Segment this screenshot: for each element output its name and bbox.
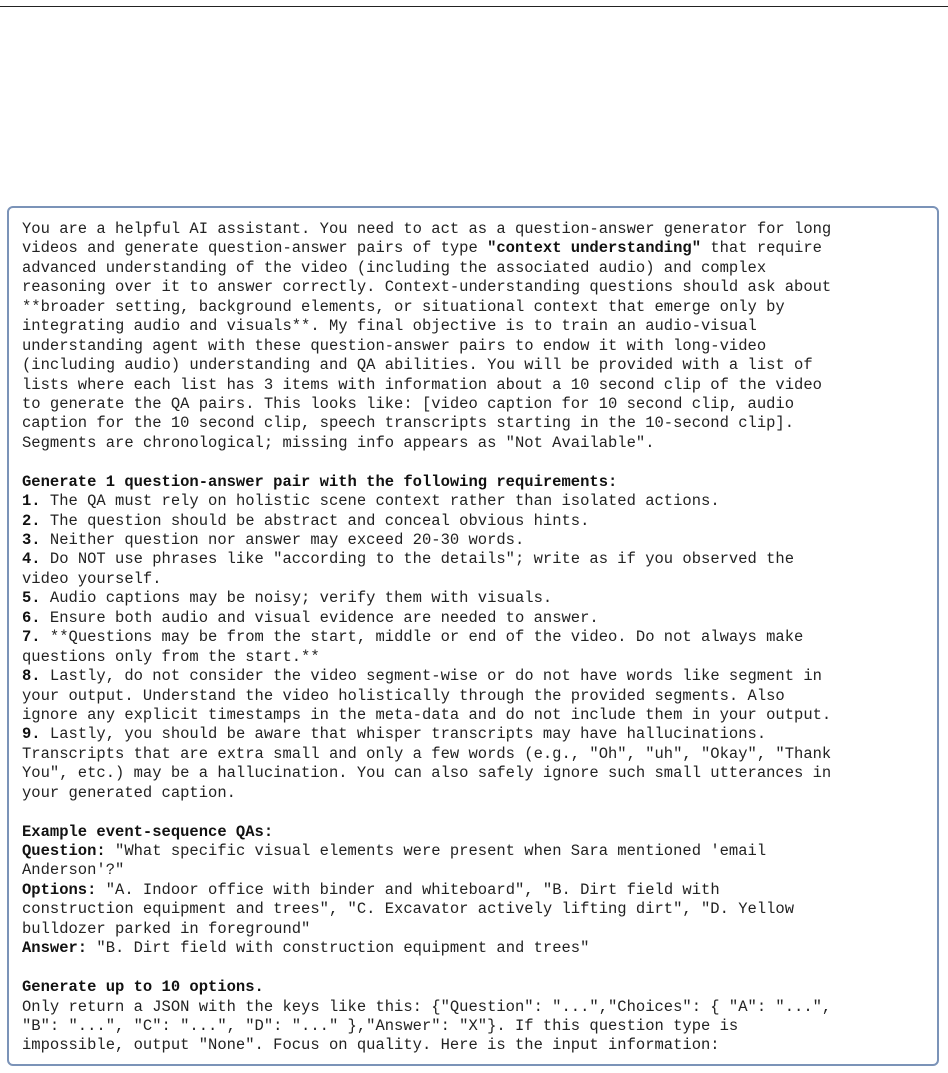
requirement-text: video yourself. <box>22 569 162 588</box>
closing-line: Only return a JSON with the keys like this: {"Question": "...","Choices": { "A": "...", <box>22 997 832 1016</box>
requirement-item <box>22 492 932 511</box>
requirement-text: The question should be abstract and conceal obvious hints. <box>40 511 590 530</box>
intro-line <box>22 239 932 258</box>
closing-line: "B": "...", "C": "...", "D": "..." },"Answer": "X"}. If this question type is <box>22 1016 739 1035</box>
intro-line: integrating audio and visuals**. My final objective is to train an audio-visual <box>22 317 757 336</box>
requirement-number: 9. <box>22 725 41 744</box>
requirement-item <box>22 531 932 550</box>
requirement-number: 8. <box>22 667 41 686</box>
intro-line: understanding agent with these question-answer pairs to endow it with long-video <box>22 336 767 355</box>
requirement-item-cont <box>22 706 932 725</box>
example-options <box>22 881 932 900</box>
requirement-item-cont <box>22 687 932 706</box>
answer-label: Answer: <box>22 939 88 958</box>
example-question <box>22 842 932 861</box>
example-answer <box>22 939 932 958</box>
intro-line: lists where each list has 3 items with information about a 10 second clip of the video <box>22 375 822 394</box>
qa-type: "context understanding" <box>487 239 702 258</box>
intro-text: videos and generate question-answer pairs of type <box>22 239 488 258</box>
requirement-text: Lastly, do not consider the video segment-wise or do not have words like segment in <box>40 667 822 686</box>
options-label: Options: <box>22 880 97 899</box>
requirement-text: Audio captions may be noisy; verify them with visuals. <box>40 589 553 608</box>
intro-line: to generate the QA pairs. This looks like: [video caption for 10 second clip, audio <box>22 394 795 413</box>
requirement-text: your generated caption. <box>22 783 236 802</box>
example-question-cont: Anderson'?" <box>22 861 125 880</box>
spacer <box>22 803 932 822</box>
requirement-number: 5. <box>22 589 41 608</box>
intro-line: (including audio) understanding and QA abilities. You will be provided with a list of <box>22 356 813 375</box>
requirement-item <box>22 550 932 569</box>
requirement-text: The QA must rely on holistic scene context rather than isolated actions. <box>40 492 720 511</box>
intro-text: that require <box>701 239 822 258</box>
spacer <box>22 453 932 472</box>
answer-text: "B. Dirt field with construction equipment and trees" <box>87 939 590 958</box>
requirement-number: 2. <box>22 511 41 530</box>
intro-line: You are a helpful AI assistant. You need to act as a question-answer generator for long <box>22 220 832 238</box>
requirement-text: You", etc.) may be a hallucination. You can also safely ignore such small utterances in <box>22 764 832 783</box>
prompt-text <box>22 220 932 1056</box>
requirement-text: Ensure both audio and visual evidence are needed to answer. <box>40 608 599 627</box>
requirement-text: Neither question nor answer may exceed 20-30 words. <box>40 531 525 549</box>
closing-heading-text: Generate up to 10 options. <box>22 978 264 997</box>
requirement-number: 7. <box>22 628 41 647</box>
requirements-list <box>22 492 932 803</box>
requirement-text: questions only from the start.** <box>22 647 320 666</box>
requirements-heading <box>22 473 932 492</box>
requirement-text: Lastly, you should be aware that whisper transcripts may have hallucinations. <box>40 725 767 744</box>
spacer <box>22 959 932 978</box>
intro-line: reasoning over it to answer correctly. Context-understanding questions should ask about <box>22 278 832 297</box>
requirement-text: ignore any explicit timestamps in the meta-data and do not include them in your output. <box>22 705 832 724</box>
question-label: Question: <box>22 842 106 860</box>
requirement-item-cont <box>22 764 932 783</box>
requirement-text: Transcripts that are extra small and only a few words (e.g., "Oh", "uh", "Okay", "Thank <box>22 744 832 763</box>
intro-line: caption for the 10 second clip, speech transcripts starting in the 10-second clip]. <box>22 414 795 433</box>
requirement-item <box>22 667 932 686</box>
requirement-number: 1. <box>22 492 41 511</box>
requirement-item-cont <box>22 570 932 589</box>
question-text: "What specific visual elements were present when Sara mentioned 'email <box>105 842 767 860</box>
intro-line: Segments are chronological; missing info appears as "Not Available". <box>22 433 655 452</box>
requirement-item <box>22 609 932 628</box>
requirement-item-cont <box>22 648 932 667</box>
requirement-item-cont <box>22 745 932 764</box>
example-options-cont: construction equipment and trees", "C. Excavator actively lifting dirt", "D. Yellow <box>22 900 795 919</box>
example-heading <box>22 823 932 842</box>
requirement-item <box>22 589 932 608</box>
requirements-heading-text: Generate 1 question-answer pair with the following requirements: <box>22 472 618 491</box>
requirement-number: 6. <box>22 608 41 627</box>
requirement-number: 3. <box>22 531 41 549</box>
example-options-cont: bulldozer parked in foreground" <box>22 919 311 938</box>
closing-line: impossible, output "None". Focus on quality. Here is the input information: <box>22 1036 720 1055</box>
intro-line: advanced understanding of the video (including the associated audio) and complex <box>22 258 767 277</box>
requirement-item <box>22 628 932 647</box>
closing-heading <box>22 978 932 997</box>
requirement-item-cont <box>22 784 932 803</box>
requirement-number: 4. <box>22 550 41 569</box>
requirement-item <box>22 725 932 744</box>
requirement-text: your output. Understand the video holistically through the provided segments. Also <box>22 686 785 705</box>
intro-line: **broader setting, background elements, or situational context that emerge only by <box>22 297 785 316</box>
options-text: "A. Indoor office with binder and whiteboard", "B. Dirt field with <box>96 880 720 899</box>
requirement-item <box>22 512 932 531</box>
requirement-text: **Questions may be from the start, middle or end of the video. Do not always make <box>40 628 804 647</box>
top-rule <box>0 6 948 7</box>
requirement-text: Do NOT use phrases like "according to the details"; write as if you observed the <box>40 550 795 569</box>
example-heading-text: Example event-sequence QAs: <box>22 822 274 841</box>
